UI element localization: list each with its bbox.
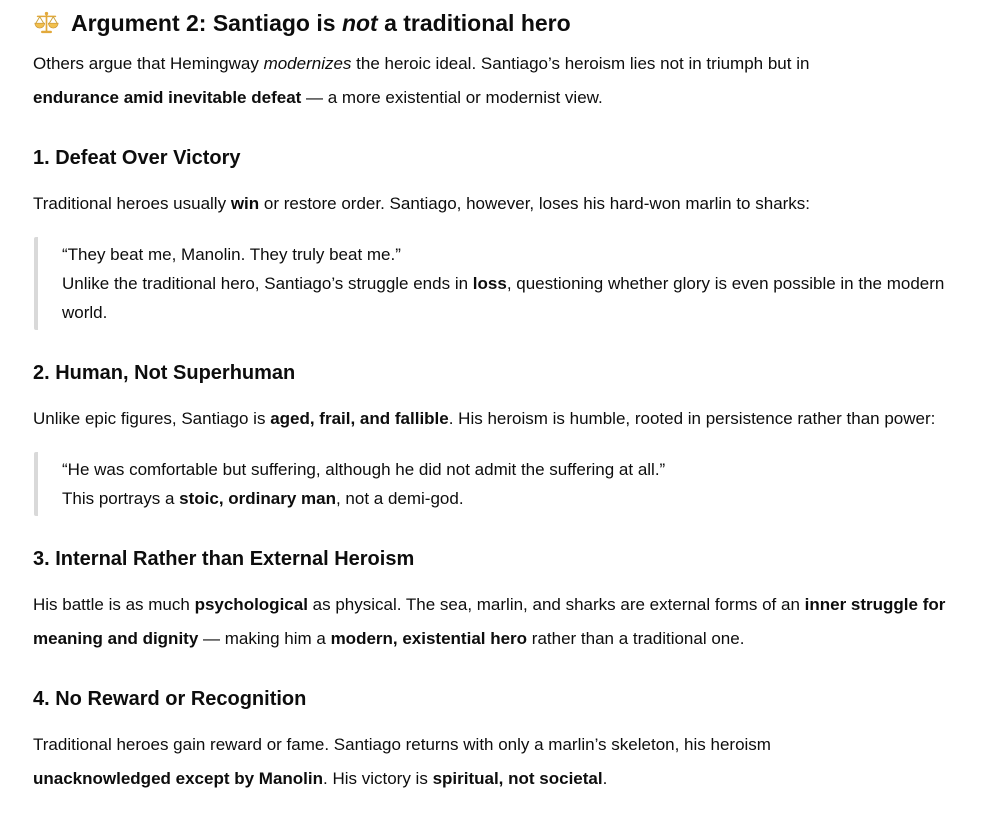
text-run: Argument 2: Santiago is — [71, 10, 342, 36]
section-paragraph-2 — [33, 402, 966, 436]
page-title — [33, 8, 966, 38]
bold-run: modern, existential hero — [330, 629, 528, 648]
balance-scale-icon — [33, 10, 60, 37]
section-heading-2: 2. Human, Not Superhuman — [33, 362, 296, 384]
quote-text-2 — [62, 455, 956, 513]
text-run: Traditional heroes gain reward or fame. Santiago returns with only a marlin’s skeleton, his heroism — [33, 735, 771, 754]
intro-paragraph — [33, 47, 966, 115]
italic-run: not — [341, 10, 378, 36]
quote-line: “They beat me, Manolin. They truly beat me.” — [62, 245, 401, 264]
text-run: This portrays a — [62, 489, 180, 508]
quote-text-1 — [62, 240, 956, 327]
text-run: Traditional heroes usually — [33, 194, 231, 213]
bold-run: psychological — [194, 595, 308, 614]
bold-run: aged, frail, and fallible — [270, 409, 449, 428]
text-run: Unlike epic figures, Santiago is — [33, 409, 271, 428]
bold-run: spiritual, not societal — [432, 769, 603, 788]
bold-run: unacknowledged except by Manolin — [33, 769, 323, 788]
text-run: rather than a traditional one. — [527, 629, 745, 648]
section-heading-4: 4. No Reward or Recognition — [33, 688, 307, 710]
quote-block-1 — [34, 237, 966, 330]
text-run: . His heroism is humble, rooted in persistence rather than power: — [448, 409, 936, 428]
bold-run: win — [230, 194, 260, 213]
text-run: . — [602, 769, 608, 788]
bold-run: loss — [472, 274, 507, 293]
text-run: Others argue that Hemingway — [33, 54, 264, 73]
text-run: — a more existential or modernist view. — [301, 88, 603, 107]
text-run: or restore order. Santiago, however, loses his hard-won marlin to sharks: — [259, 194, 811, 213]
section-heading-1: 1. Defeat Over Victory — [33, 147, 241, 169]
italic-run: modernizes — [263, 54, 352, 73]
text-run: , not a demi-god. — [335, 489, 464, 508]
title-text — [71, 8, 571, 38]
text-run: the heroic ideal. Santiago’s heroism lies not in triumph but in — [351, 54, 810, 73]
bold-run: endurance amid inevitable defeat — [33, 88, 302, 107]
quote-line: “He was comfortable but suffering, although he did not admit the suffering at all.” — [62, 460, 666, 479]
text-run: — making him a — [198, 629, 331, 648]
text-run: . His victory is — [323, 769, 433, 788]
text-run: His battle is as much — [33, 595, 195, 614]
section-paragraph-1 — [33, 187, 966, 221]
quote-block-2 — [34, 452, 966, 516]
text-run: as physical. The sea, marlin, and sharks are external forms of an — [307, 595, 805, 614]
bold-run: inner struggle for meaning and dignity — [33, 595, 946, 648]
text-run: Unlike the traditional hero, Santiago’s struggle ends in — [62, 274, 473, 293]
text-run: , questioning whether glory is even possible in the modern world. — [62, 274, 945, 322]
section-heading-3: 3. Internal Rather than External Heroism — [33, 548, 415, 570]
section-paragraph-4 — [33, 728, 966, 796]
text-run: a traditional hero — [377, 10, 571, 36]
bold-run: stoic, ordinary man — [179, 489, 336, 508]
section-paragraph-3 — [33, 588, 966, 656]
